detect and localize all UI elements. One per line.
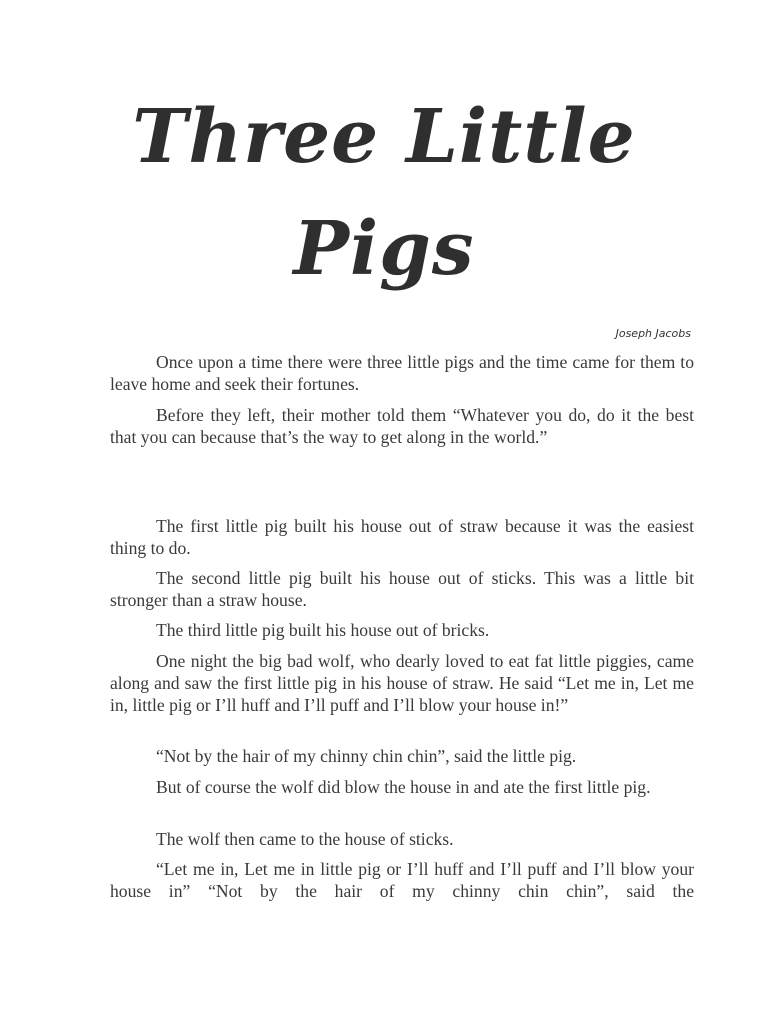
paragraph: “Let me in, Let me in little pig or I’ll huff and I’ll puff and I’ll blow your house in” “Not by the hair of my chinny chin chin”, said the bbox=[110, 859, 694, 901]
paragraph: The first little pig built his house out of straw because it was the easiest thing to do. bbox=[110, 516, 694, 558]
paragraph: “Not by the hair of my chinny chin chin”, said the little pig. bbox=[156, 746, 577, 766]
paragraph: But of course the wolf did blow the house in and ate the first little pig. bbox=[156, 777, 651, 797]
paragraph: The wolf then came to the house of sticks. bbox=[156, 829, 454, 849]
paragraph: Before they left, their mother told them “Whatever you do, do it the best that you can because that’s the way to get along in the world.” bbox=[110, 405, 694, 447]
author-name: Joseph Jacobs bbox=[615, 327, 691, 340]
title-line-2: Pigs bbox=[293, 206, 475, 292]
title-line-1: Three Little bbox=[132, 94, 636, 180]
paragraph: Once upon a time there were three little pigs and the time came for them to leave home and seek their fortunes. bbox=[110, 352, 694, 394]
paragraph: The second little pig built his house out of sticks. This was a little bit stronger than a straw house. bbox=[110, 568, 694, 610]
paragraph: One night the big bad wolf, who dearly loved to eat fat little piggies, came along and saw the first little pig in his house of straw. He said “Let me in, Let me in, little pig or I’ll huff and I’ll puff and I’ll blow your house in!” bbox=[110, 651, 694, 715]
paragraph: The third little pig built his house out of bricks. bbox=[156, 620, 490, 640]
